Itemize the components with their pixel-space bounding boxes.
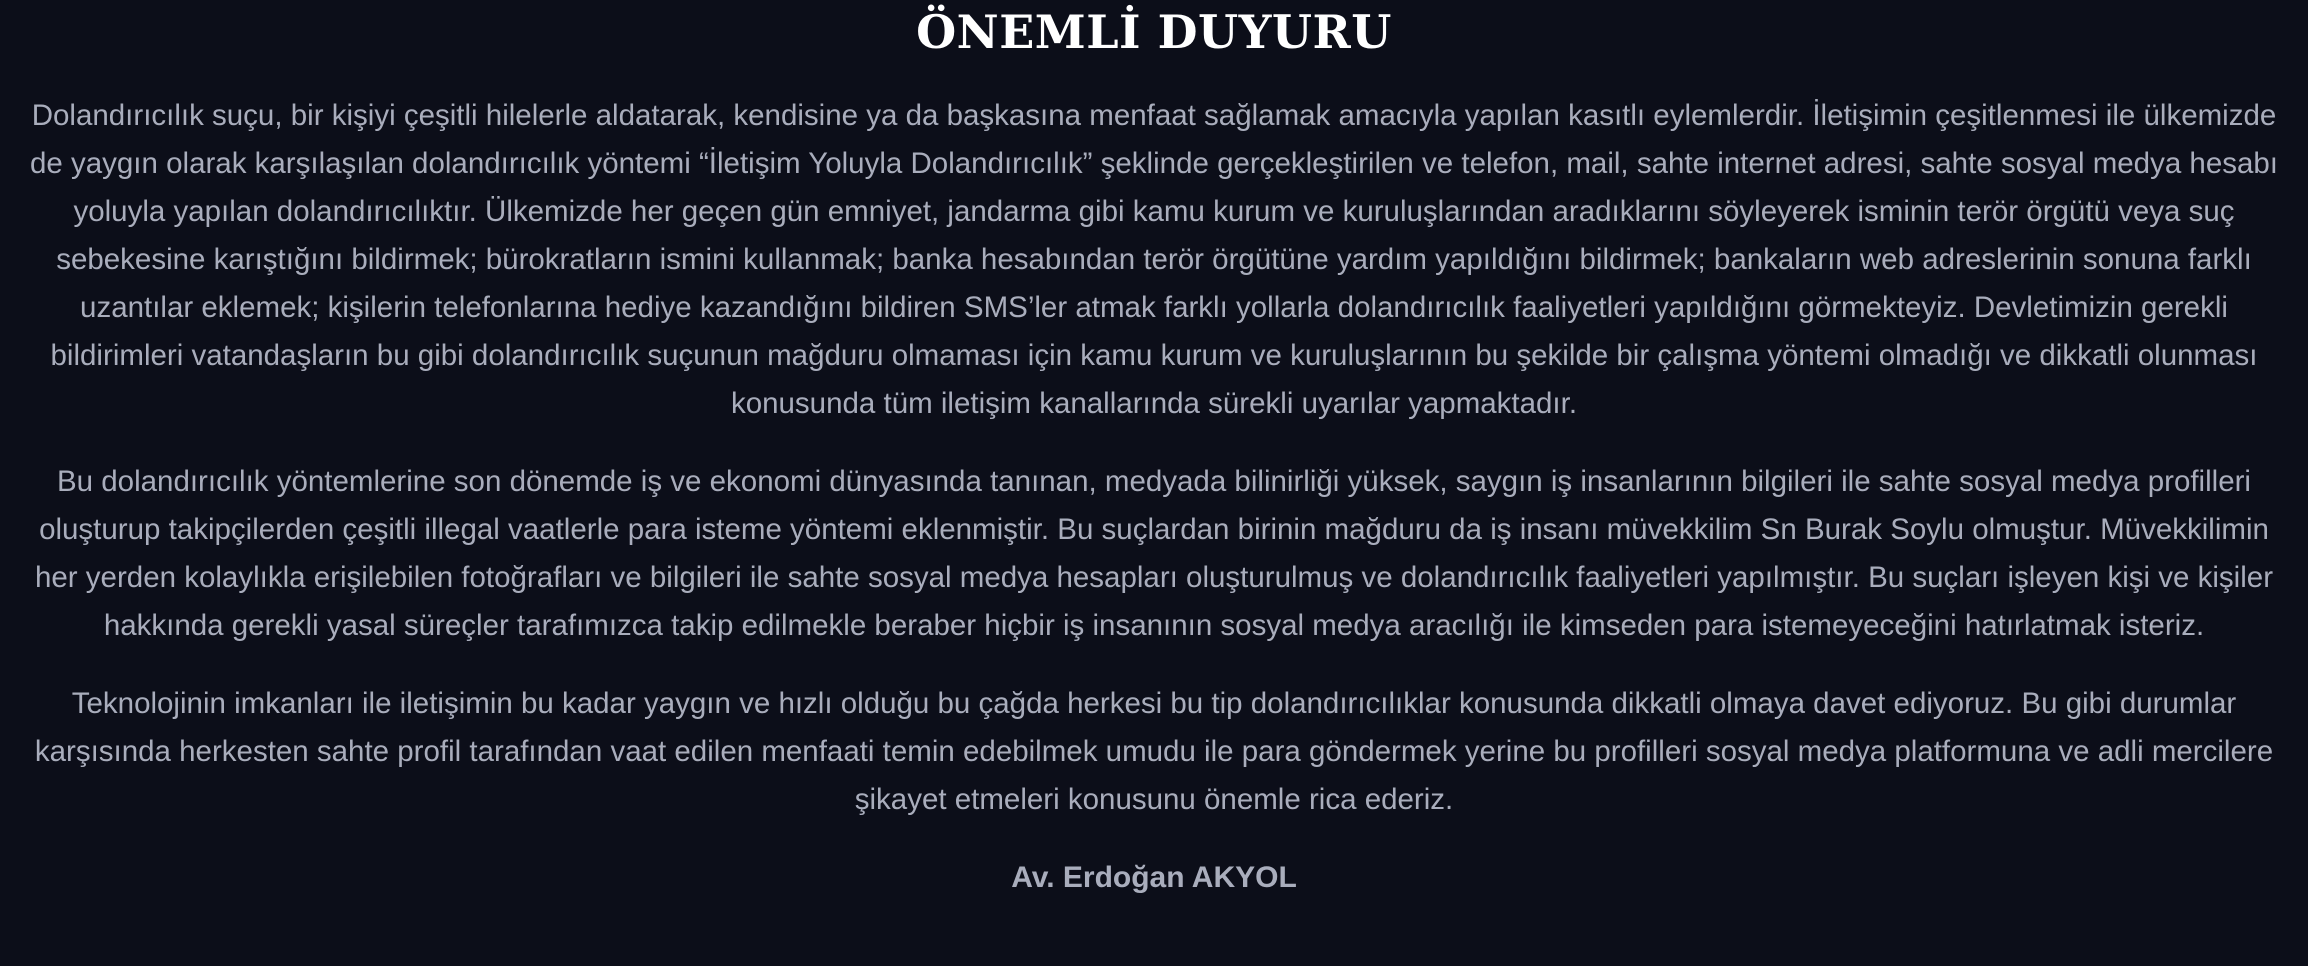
- announcement-paragraph-2: Bu dolandırıcılık yöntemlerine son dönemde iş ve ekonomi dünyasında tanınan, medyada bilinirliği yüksek, saygın iş insanlarının bilgileri ile sahte sosyal medya profilleri oluşturup takipçilerden çeşitli illegal vaatlerle para isteme yöntemi eklenmiştir. Bu suçlardan birinin mağduru da iş insanı müvekkilim Sn Burak Soylu olmuştur. Müvekkilimin her yerden kolaylıkla erişilebilen fotoğrafları ve bilgileri ile sahte sosyal medya hesapları oluşturulmuş ve dolandırıcılık faaliyetleri yapılmıştır. Bu suçları işleyen kişi ve kişiler hakkında gerekli yasal süreçler tarafımızca takip edilmekle beraber hiçbir iş insanının sosyal medya aracılığı ile kimseden para istemeyeceğini hatırlatmak isteriz.: [34, 465, 2274, 642]
- announcement-paragraph-1: Dolandırıcılık suçu, bir kişiyi çeşitli hilelerle aldatarak, kendisine ya da başkasına menfaat sağlamak amacıyla yapılan kasıtlı eylemlerdir. İletişimin çeşitlenmesi ile ülkemizde de yaygın olarak karşılaşılan dolandırıcılık yöntemi “İletişim Yoluyla Dolandırıcılık” şeklinde gerçekleştirilen ve telefon, mail, sahte internet adresi, sahte sosyal medya hesabı yoluyla yapılan dolandırıcılıktır. Ülkemizde her geçen gün emniyet, jandarma gibi kamu kurum ve kuruluşlarından aradıklarını söyleyerek isminin terör örgütü veya suç sebekesine karıştığını bildirmek; bürokratların ismini kullanmak; banka hesabından terör örgütüne yardım yapıldığını bildirmek; bankaların web adreslerinin sonuna farklı uzantılar eklemek; kişilerin telefonlarına hediye kazandığını bildiren SMS’ler atmak farklı yollarla dolandırıcılık faaliyetleri yapıldığını görmekteyiz. Devletimizin gerekli bildirimleri vatandaşların bu gibi dolandırıcılık suçunun mağduru olmaması için kamu kurum ve kuruluşlarının bu şekilde bir çalışma yöntemi olmadığı ve dikkatli olunması konusunda tüm iletişim kanallarında sürekli uyarılar yapmaktadır.: [29, 99, 2279, 420]
- announcement-paragraph-3: Teknolojinin imkanları ile iletişimin bu kadar yaygın ve hızlı olduğu bu çağda herkesi bu tip dolandırıcılıklar konusunda dikkatli olmaya davet ediyoruz. Bu gibi durumlar karşısında herkesten sahte profil tarafından vaat edilen menfaati temin edebilmek umudu ile para göndermek yerine bu profilleri sosyal medya platformuna ve adli mercilere şikayet etmeleri konusunu önemle rica ederiz.: [34, 687, 2274, 816]
- lawyer-signature: Av. Erdoğan AKYOL: [1011, 861, 1297, 894]
- announcement-title: ÖNEMLİ DUYURU: [916, 5, 1392, 59]
